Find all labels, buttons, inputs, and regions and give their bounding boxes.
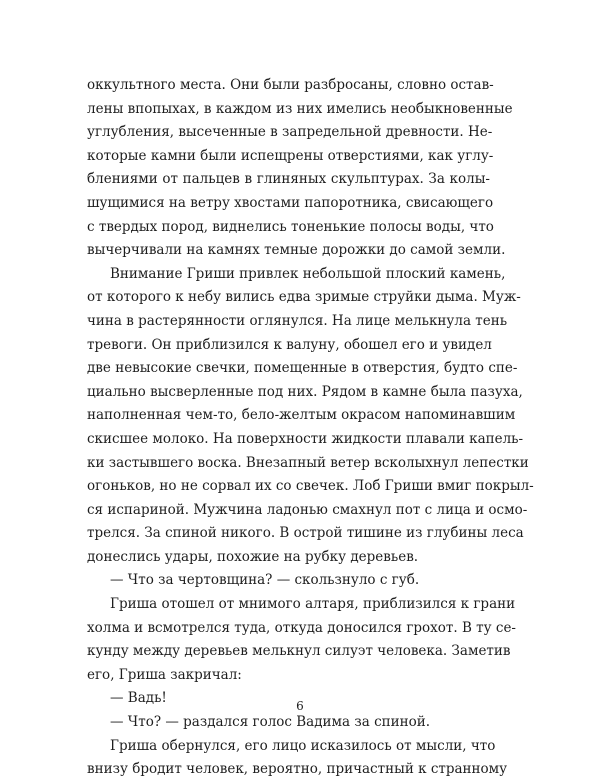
text-line: ся испариной. Мужчина ладонью смахнул пот с лица и осмо-	[87, 501, 528, 518]
text-line: с твердых пород, виднелись тоненькие полосы воды, что	[87, 218, 494, 235]
text-line: внизу бродит человек, вероятно, причастный к странному	[87, 761, 508, 778]
text-line: Внимание Гриши привлек небольшой плоский камень,	[110, 265, 506, 282]
text-line: чина в растерянности оглянулся. На лице мелькнула тень	[87, 312, 508, 329]
text-line: — Что? — раздался голос Вадима за спиной.	[110, 714, 431, 731]
text-line: Гриша обернулся, его лицо исказилось от мысли, что	[110, 737, 496, 754]
text-line: — Вадь!	[110, 690, 167, 707]
text-line: циально высверленные под них. Рядом в камне была пазуха,	[87, 383, 523, 400]
text-line: трелся. За спиной никого. В острой тишине из глубины леса	[87, 525, 524, 542]
text-line: огоньков, но не сорвал их со свечек. Лоб Гриши вмиг покрыл-	[87, 478, 534, 495]
text-line: его, Гриша закричал:	[87, 666, 242, 683]
text-line: блениями от пальцев в глиняных скульптурах. За колы-	[87, 171, 490, 188]
text-line: кунду между деревьев мелькнул силуэт человека. Заметив	[87, 643, 511, 660]
text-line: от которого к небу вились едва зримые струйки дыма. Муж-	[87, 289, 521, 306]
text-line: которые камни были испещрены отверстиями, как углу-	[87, 147, 494, 164]
text-line: углубления, высеченные в запредельной древности. Не-	[87, 124, 493, 141]
text-line: шущимися на ветру хвостами папоротника, свисающего	[87, 194, 494, 211]
text-line: вычерчивали на камнях темные дорожки до самой земли.	[87, 242, 506, 259]
text-line: скисшее молоко. На поверхности жидкости плавали капель-	[87, 430, 524, 447]
text-line: донеслись удары, похожие на рубку деревьев.	[87, 548, 419, 565]
text-line: оккультного места. Они были разбросаны, словно остав-	[87, 77, 494, 93]
text-line: две невысокие свечки, помещенные в отверстия, будто спе-	[87, 360, 518, 377]
text-line: ки застывшего воска. Внезапный ветер всколыхнул лепестки	[87, 454, 529, 471]
text-line: наполненная чем-то, бело-желтым окрасом напоминавшим	[87, 407, 516, 424]
text-line: — Что за чертовщина? — скользнуло с губ.	[110, 572, 420, 589]
text-line: лены впопыхах, в каждом из них имелись необыкновенные	[87, 100, 513, 117]
text-line: Гриша отошел от мнимого алтаря, приблизился к грани	[110, 596, 516, 613]
text-line: тревоги. Он приблизился к валуну, обошел его и увидел	[87, 336, 492, 353]
text-line: холма и всмотрелся туда, откуда доносился грохот. В ту се-	[87, 619, 516, 636]
book-page-text	[87, 74, 534, 782]
page-number: 6	[296, 699, 304, 713]
